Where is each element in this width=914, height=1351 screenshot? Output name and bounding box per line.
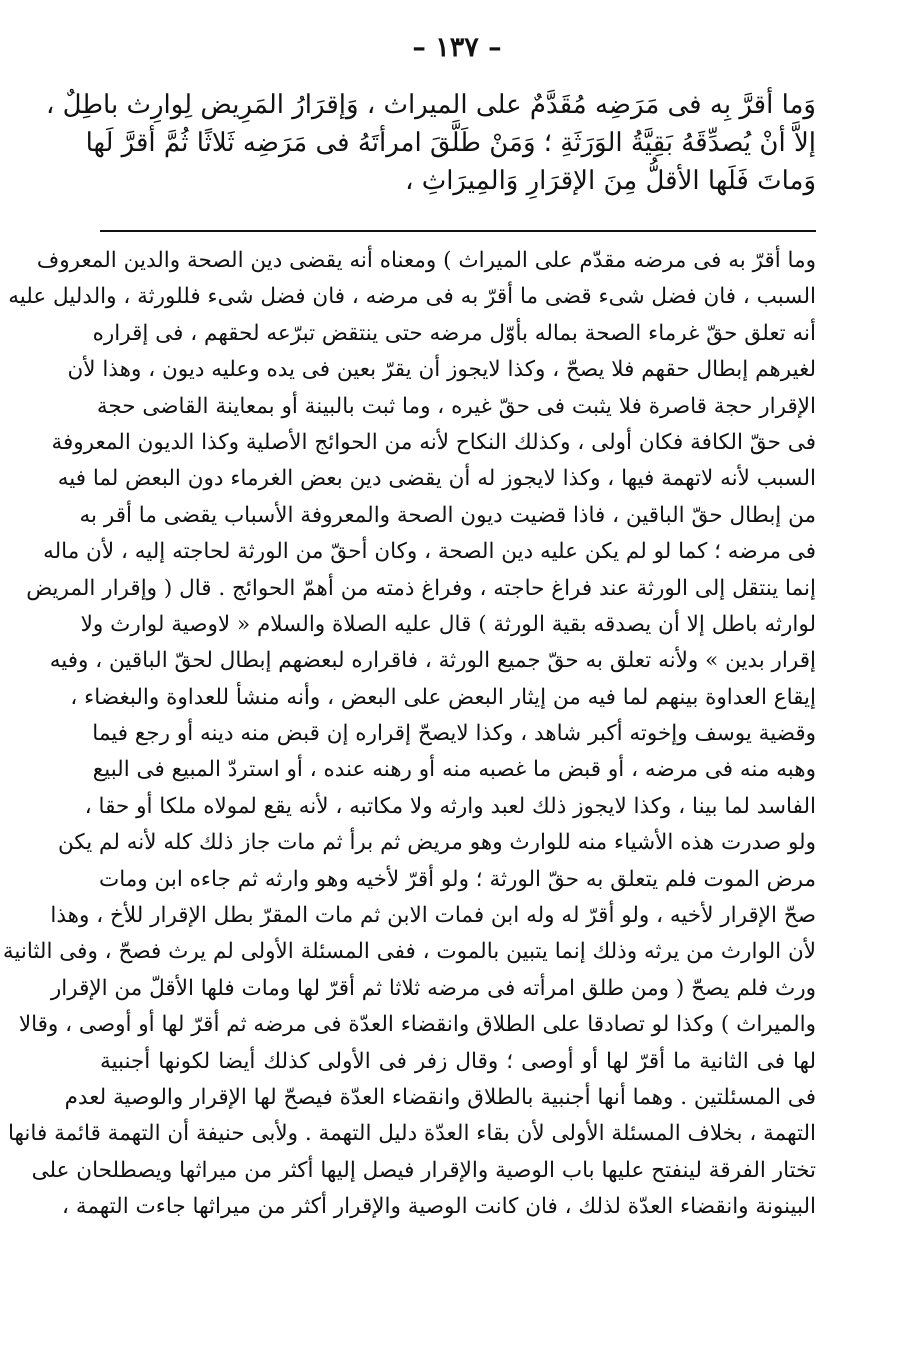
commentary-line: صحّ الإقرار لأخيه ، ولو أقرّ له وله ابن فمات الابن ثم مات المقرّ بطل الإقرار للأخ ، وهذا [50, 903, 816, 929]
commentary-block [2, 243, 816, 1226]
commentary-line: إقرار بدين » ولأنه تعلق به حقّ جميع الورثة ، فاقراره لبعضهم إبطال لحقّ الباقين ، وفيه [49, 648, 816, 674]
commentary-line: إنما ينتقل إلى الورثة عند فراغ حاجته ، وفراغ ذمته من أهمّ الحوائج . قال ( وإقرار المريض [26, 575, 816, 601]
commentary-line: وقضية يوسف وإخوته أكبر شاهد ، وكذا لايصحّ إقراره إن قبض منه دينه أو رجع فيما [92, 721, 816, 747]
main-text-line: إلاَّ أنْ يُصدِّقَهُ بَقِيَّةُ الوَرَثَةِ ؛ وَمَنْ طَلَّقَ امرأتَهُ فى مَرَضِه ثَلاثًا ثُمَّ أقرَّ لَها [85, 128, 816, 158]
section-divider [100, 230, 816, 232]
page-number: – ١٣٧ – [412, 32, 502, 63]
commentary-line: تختار الفرقة لينفتح عليها باب الوصية والإقرار فيصل إليها أكثر من ميراثها ويصطلحان على [31, 1157, 816, 1183]
commentary-line: السبب لأنه لاتهمة فيها ، وكذا لايجوز له أن يقضى دين بعض الغرماء دون البعض لما فيه [57, 466, 816, 492]
commentary-line: لها فى الثانية ما أقرّ لها أو أوصى ؛ وقال زفر فى الأولى كذلك أيضا لكونها أجنبية [100, 1048, 816, 1074]
commentary-line: لغيرهم إبطال حقهم فلا يصحّ ، وكذا لايجوز أن يقرّ بعين فى يده وعليه ديون ، وهذا لأن [67, 357, 816, 383]
commentary-line: السبب ، فان فضل شىء قضى ما أقرّ به فى مرضه ، فان فضل شىء فللورثة ، والدليل عليه [8, 284, 816, 310]
commentary-line: من إبطال حقّ الباقين ، فاذا قضيت ديون الصحة والمعروفة الأسباب يقضى ما أقر به [79, 502, 816, 528]
commentary-line: لأن الوارث من يرثه وذلك إنما يتبين بالموت ، ففى المسئلة الأولى لم يرث فصحّ ، وفى الثانية [2, 939, 816, 965]
commentary-line: ولو صدرت هذه الأشياء منه للوارث وهو مريض ثم برأ ثم مات جاز ذلك كله لأنه لم يكن [57, 830, 816, 856]
main-text-line: وَماتَ فَلَها الأقلُّ مِنَ الإقرَارِ وَالمِيرَاثِ ، [405, 166, 816, 196]
commentary-line: فى مرضه ؛ كما لو لم يكن عليه دين الصحة ، وكان أحقّ من الورثة لحاجته إليه ، لأن ماله [43, 539, 816, 565]
commentary-line: البينونة وانقضاء العدّة لذلك ، فان كانت الوصية والإقرار أكثر من ميراثها جاءت التهمة ، [62, 1194, 816, 1220]
commentary-line: لوارثه باطل إلا أن يصدقه بقية الورثة ) قال عليه الصلاة والسلام « لاوصية لوارث ولا [80, 611, 816, 637]
commentary-line: وهبه منه فى مرضه ، أو قبض ما غصبه منه أو رهنه عنده ، أو استردّ المبيع فى البيع [92, 757, 816, 783]
commentary-line: مرض الموت فلم يتعلق به حقّ الورثة ؛ ولو أقرّ لأخيه وهو وارثه ثم جاءه ابن ومات [98, 866, 816, 892]
main-text-line: وَما أقرَّ بِه فى مَرَضِه مُقَدَّمٌ على الميراث ، وَإقرَارُ المَرِيض لِوارِث باطِلٌ ، [46, 90, 816, 120]
commentary-line: والميراث ) وكذا لو تصادقا على الطلاق وانقضاء العدّة فى مرضه ثم أقرّ لها أو أوصى ، وقالا [18, 1012, 816, 1038]
main-text-block [46, 86, 816, 200]
commentary-line: الفاسد لما بينا ، وكذا لايجوز ذلك لعبد وارثه ولا مكاتبه ، لأنه يقع لمولاه ملكا أو حقا ، [84, 793, 816, 819]
commentary-line: الإقرار حجة قاصرة فلا يثبت فى حقّ غيره ، وما ثبت بالبينة أو بمعاينة القاضى حجة [96, 393, 816, 419]
commentary-line: فى حقّ الكافة فكان أولى ، وكذلك النكاح لأنه من الحوائج الأصلية وكذا الديون المعروفة [51, 429, 816, 455]
commentary-line: إيقاع العداوة بينهم لما فيه من إيثار البعض على البعض ، وأنه منشأ للعداوة والبغضاء ، [70, 684, 816, 710]
commentary-line: فى المسئلتين . وهما أنها أجنبية بالطلاق وانقضاء العدّة فيصحّ لها الإقرار والوصية لعدم [64, 1084, 816, 1110]
commentary-line: التهمة ، بخلاف المسئلة الأولى لأن بقاء العدّة دليل التهمة . ولأبى حنيفة أن التهمة قائمة فانها [7, 1121, 816, 1147]
commentary-line: ورث فلم يصحّ ( ومن طلق امرأته فى مرضه ثلاثا ثم أقرّ لها ومات فلها الأقلّ من الإقرار [50, 975, 816, 1001]
commentary-line: وما أقرّ به فى مرضه مقدّم على الميراث ) ومعناه أنه يقضى دين الصحة والدين المعروف [36, 248, 816, 273]
commentary-line: أنه تعلق حقّ غرماء الصحة بماله بأوّل مرضه حتى ينتقض تبرّعه لحقهم ، فى إقراره [92, 320, 816, 346]
